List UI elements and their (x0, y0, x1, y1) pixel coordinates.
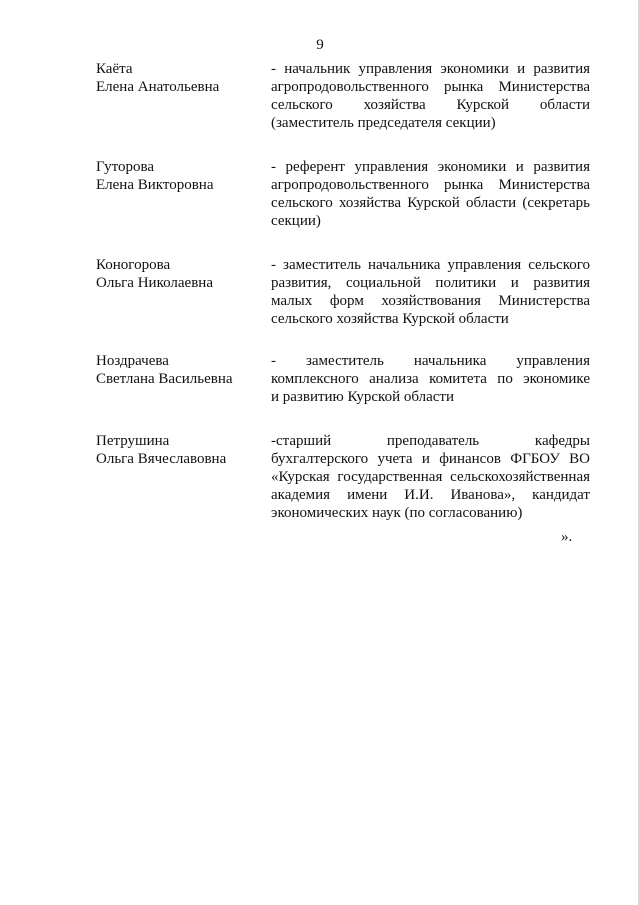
member-position (271, 60, 590, 132)
member-surname: Гуторова (96, 159, 155, 175)
position-line: «Курская государственная сельскохозяйственная (271, 469, 590, 485)
member-position (271, 158, 590, 230)
position-line: (заместитель председателя секции) (271, 115, 496, 131)
position-line: агропродовольственного рынка Министерства (271, 177, 590, 193)
position-line: сельского хозяйства Курской области (271, 311, 509, 327)
position-line: академия имени И.И. Иванова», кандидат (271, 487, 590, 503)
member-position (271, 432, 590, 522)
member-surname: Каёта (96, 61, 133, 77)
position-line: - заместитель начальника управления сельского (271, 257, 590, 273)
member-name (96, 256, 266, 292)
position-line: секции) (271, 213, 321, 229)
position-line: бухгалтерского учета и финансов ФГБОУ ВО (271, 451, 590, 467)
member-given-names: Ольга Вячеславовна (96, 451, 227, 467)
position-line: агропродовольственного рынка Министерства (271, 79, 590, 95)
position-line: развития, социальной политики и развития (271, 275, 590, 291)
member-surname: Ноздрачева (96, 353, 169, 369)
position-line: - начальник управления экономики и развития (271, 61, 590, 77)
position-line: - заместитель начальника управления (271, 353, 590, 369)
member-given-names: Ольга Николаевна (96, 275, 213, 291)
member-position (271, 352, 590, 406)
position-line: комплексного анализа комитета по экономике (271, 371, 590, 387)
member-surname: Петрушина (96, 433, 170, 449)
position-line: экономических наук (по согласованию) (271, 505, 523, 521)
position-line: - референт управления экономики и развития (271, 159, 590, 175)
position-line: сельского хозяйства Курской области (271, 97, 590, 113)
member-name (96, 60, 266, 96)
position-line: -старший преподаватель кафедры (271, 433, 590, 449)
member-given-names: Светлана Васильевна (96, 371, 233, 387)
page-number: 9 (316, 37, 324, 53)
position-line: и развитию Курской области (271, 389, 454, 405)
closing-quote-mark: ». (561, 529, 573, 545)
member-position (271, 256, 590, 328)
position-line: малых форм хозяйствования Министерства (271, 293, 590, 309)
member-name (96, 432, 266, 468)
member-name (96, 158, 266, 194)
position-line: сельского хозяйства Курской области (секретарь (271, 195, 590, 211)
member-name (96, 352, 266, 388)
member-given-names: Елена Викторовна (96, 177, 214, 193)
member-surname: Коногорова (96, 257, 171, 273)
member-given-names: Елена Анатольевна (96, 79, 220, 95)
